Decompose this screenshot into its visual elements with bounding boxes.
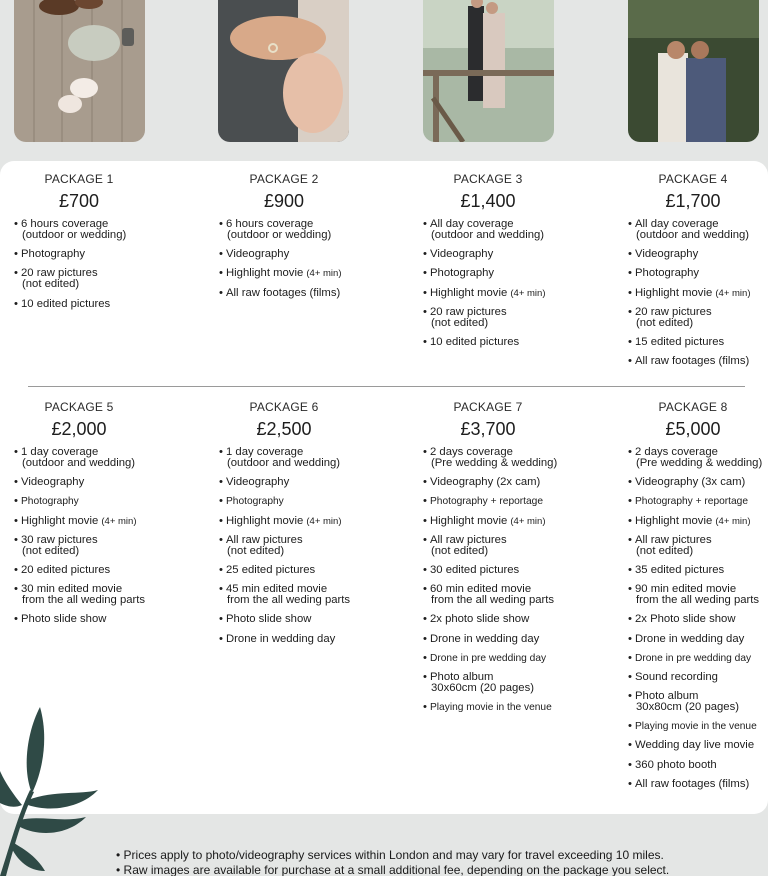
feature-list (14, 447, 164, 625)
feature-item (423, 288, 573, 299)
feature-list (628, 447, 768, 790)
feature-text: Highlight movie (635, 514, 713, 527)
feature-item (628, 516, 768, 527)
feature-item (628, 584, 768, 606)
feature-text: 30 min edited movie (21, 583, 123, 596)
package-price: £5,000 (665, 419, 721, 439)
package-column (219, 400, 369, 653)
feature-subtext: from the all weding parts (431, 594, 555, 607)
feature-item (14, 249, 164, 260)
feature-item (423, 477, 573, 488)
feature-item (423, 535, 573, 557)
feature-text: Drone in wedding day (635, 632, 745, 645)
feature-text: All day coverage (430, 218, 514, 230)
feature-text: 15 edited pictures (635, 335, 725, 348)
feature-text: Photo slide show (21, 613, 107, 626)
feature-item (628, 337, 768, 348)
feature-text: Highlight movie (226, 267, 304, 280)
feature-item (423, 516, 573, 527)
feature-subtext: (not edited) (227, 544, 285, 557)
package-column (628, 172, 768, 375)
package-name: PACKAGE 8 (658, 400, 728, 414)
feature-text: 45 min edited movie (226, 583, 328, 596)
feature-item (423, 653, 573, 664)
feature-list (14, 219, 164, 310)
feature-text: Videography (430, 248, 494, 261)
feature-subtext: (not edited) (22, 544, 80, 557)
feature-item (219, 288, 369, 299)
feature-item (14, 447, 164, 469)
feature-text: Highlight movie (21, 514, 99, 527)
feature-item (219, 477, 369, 488)
package-price: £2,500 (256, 419, 312, 439)
feature-text: Photography (635, 267, 700, 280)
feature-text: 6 hours coverage (226, 218, 314, 230)
feature-subtext: from the all weding parts (636, 594, 760, 607)
package-price: £900 (263, 191, 305, 211)
feature-item (628, 535, 768, 557)
feature-subtext: (outdoor and wedding) (22, 457, 136, 469)
hands-photo (218, 0, 349, 142)
feature-item (423, 672, 573, 694)
package-column (628, 400, 768, 798)
feature-subtext: (Pre wedding & wedding) (636, 457, 763, 469)
feature-text: 90 min edited movie (635, 583, 737, 596)
feature-text: Photography (21, 248, 86, 261)
feature-item (14, 496, 164, 507)
feature-item (628, 249, 768, 260)
feature-subtext: (outdoor and wedding) (227, 457, 341, 469)
feature-text: 30 edited pictures (430, 563, 520, 576)
feature-item (219, 268, 369, 279)
feature-item (219, 565, 369, 576)
package-name: PACKAGE 4 (658, 172, 728, 186)
package-column (423, 400, 573, 721)
feature-item (423, 584, 573, 606)
feature-text: Drone in wedding day (430, 632, 540, 645)
feature-text: 10 edited pictures (21, 297, 111, 310)
row-divider (28, 386, 745, 387)
feature-text: 2x Photo slide show (635, 613, 736, 626)
feature-text: Drone in wedding day (226, 632, 336, 645)
feature-text: All raw pictures (430, 533, 507, 546)
feature-item (628, 721, 768, 732)
feature-text: 2 days coverage (635, 446, 718, 458)
footnote-2: • Raw images are available for purchase at a small additional fee, depending on the package you select. (116, 863, 670, 876)
package-price: £3,700 (460, 419, 516, 439)
feature-item (423, 496, 573, 507)
feature-text: 20 raw pictures (21, 267, 98, 280)
feature-note: (4+ min) (510, 515, 546, 527)
feature-text: Photography (430, 267, 495, 280)
package-column (14, 400, 164, 634)
feature-text: Highlight movie (635, 286, 713, 299)
feature-item (628, 219, 768, 241)
feature-text: All raw footages (films) (226, 286, 341, 299)
feature-list (423, 219, 573, 348)
feature-item (628, 496, 768, 507)
feature-text: Photo album (430, 670, 494, 683)
footnotes (116, 848, 669, 876)
feature-item (219, 249, 369, 260)
feature-note: (4+ min) (306, 515, 342, 527)
package-name: PACKAGE 1 (44, 172, 114, 186)
feature-note: (4+ min) (715, 287, 751, 299)
feature-item (219, 584, 369, 606)
feature-item (219, 535, 369, 557)
feature-item (14, 614, 164, 625)
package-name: PACKAGE 3 (453, 172, 523, 186)
feature-item (14, 219, 164, 241)
feature-item (628, 614, 768, 625)
feature-subtext: from the all weding parts (227, 594, 351, 607)
feature-text: All raw footages (films) (635, 777, 750, 790)
feature-item (628, 447, 768, 469)
package-name: PACKAGE 2 (249, 172, 319, 186)
feature-note: (4+ min) (510, 287, 546, 299)
feature-subtext: (outdoor and wedding) (636, 229, 750, 241)
feature-text: Highlight movie (430, 514, 508, 527)
feature-item (14, 584, 164, 606)
feature-item (219, 634, 369, 645)
feature-text: Photo slide show (226, 613, 312, 626)
footnote-1: • Prices apply to photo/videography services within London and may vary for travel exceeding 10 miles. (116, 848, 664, 862)
feature-text: Highlight movie (226, 514, 304, 527)
feature-text: Photography (226, 496, 284, 508)
package-price: £1,700 (665, 191, 721, 211)
feature-list (219, 447, 369, 645)
feature-note: (4+ min) (101, 515, 137, 527)
feature-text: 35 edited pictures (635, 563, 725, 576)
feature-text: 30 raw pictures (21, 533, 98, 546)
feature-text: Drone in pre wedding day (430, 652, 547, 664)
photo-strip (0, 0, 768, 160)
feature-item (628, 740, 768, 751)
feature-item (628, 779, 768, 790)
feature-text: Videography (21, 476, 85, 489)
feature-subtext: (not edited) (636, 316, 694, 329)
feature-text: Videography (635, 248, 699, 261)
feature-text: Photo album (635, 690, 699, 703)
feature-item (219, 496, 369, 507)
feature-item (423, 219, 573, 241)
package-name: PACKAGE 6 (249, 400, 319, 414)
feature-text: 10 edited pictures (430, 335, 520, 348)
package-column (423, 172, 573, 356)
feature-text: Highlight movie (430, 286, 508, 299)
feature-item (423, 268, 573, 279)
feature-text: Drone in pre wedding day (635, 652, 752, 664)
feature-subtext: (not edited) (22, 278, 80, 291)
feature-item (423, 447, 573, 469)
feature-text: Wedding day live movie (635, 739, 755, 752)
feature-subtext: 30x60cm (20 pages) (431, 681, 534, 694)
feature-text: 20 raw pictures (430, 305, 507, 318)
feature-item (628, 307, 768, 329)
feature-subtext: from the all weding parts (22, 594, 146, 607)
packages-card (0, 161, 768, 814)
feature-text: Videography (226, 476, 290, 489)
leaf-decoration (0, 695, 100, 876)
feature-list (219, 219, 369, 299)
feature-text: Sound recording (635, 670, 718, 683)
feature-subtext: (outdoor or wedding) (22, 229, 127, 241)
feature-item (219, 219, 369, 241)
feature-item (219, 516, 369, 527)
feature-subtext: (not edited) (636, 544, 694, 557)
shoes-image (14, 0, 145, 142)
package-price: £2,000 (51, 419, 107, 439)
feature-text: All raw footages (films) (635, 355, 750, 368)
feature-text: 2 days coverage (430, 446, 513, 458)
feature-item (14, 299, 164, 310)
feature-subtext: (not edited) (431, 316, 489, 329)
feature-item (423, 614, 573, 625)
package-column (219, 172, 369, 307)
feature-text: All raw pictures (635, 533, 712, 546)
feature-text: 60 min edited movie (430, 583, 532, 596)
feature-item (628, 760, 768, 771)
feature-text: 2x photo slide show (430, 613, 530, 626)
feature-item (423, 249, 573, 260)
feature-text: 20 edited pictures (21, 563, 111, 576)
feature-text: Videography (3x cam) (635, 476, 746, 489)
feature-subtext: (outdoor or wedding) (227, 229, 332, 241)
feature-item (628, 268, 768, 279)
couple-bridge-image (423, 0, 554, 142)
feature-text: 1 day coverage (226, 446, 304, 458)
feature-text: Photography + reportage (430, 496, 543, 508)
feature-list (423, 447, 573, 713)
package-column (14, 172, 164, 318)
feature-subtext: (Pre wedding & wedding) (431, 457, 558, 469)
feature-item (14, 535, 164, 557)
feature-text: 25 edited pictures (226, 563, 316, 576)
feature-item (14, 268, 164, 290)
feature-text: Photography + reportage (635, 496, 748, 508)
feature-item (628, 653, 768, 664)
feature-text: Photography (21, 496, 79, 508)
feature-note: (4+ min) (306, 268, 342, 280)
feature-item (423, 702, 573, 713)
feature-text: Playing movie in the venue (635, 721, 757, 733)
feature-subtext: (not edited) (431, 544, 489, 557)
feature-item (14, 565, 164, 576)
feature-text: All raw pictures (226, 533, 303, 546)
hands-image (218, 0, 349, 142)
package-name: PACKAGE 5 (44, 400, 114, 414)
package-price: £1,400 (460, 191, 516, 211)
feature-item (628, 672, 768, 683)
feature-subtext: (outdoor and wedding) (431, 229, 545, 241)
feature-item (423, 634, 573, 645)
feature-item (14, 516, 164, 527)
couple-bridge-photo (423, 0, 554, 142)
feature-text: 360 photo booth (635, 758, 717, 771)
feature-text: Videography (226, 248, 290, 261)
feature-item (628, 288, 768, 299)
feature-item (219, 614, 369, 625)
feature-item (628, 565, 768, 576)
feature-subtext: 30x80cm (20 pages) (636, 701, 739, 714)
feature-text: 1 day coverage (21, 446, 99, 458)
feature-item (219, 447, 369, 469)
feature-text: Videography (2x cam) (430, 476, 541, 489)
feature-text: Playing movie in the venue (430, 702, 552, 714)
feature-list (628, 219, 768, 367)
feature-item (423, 565, 573, 576)
feature-item (628, 356, 768, 367)
feature-note: (4+ min) (715, 515, 751, 527)
shoes-photo (14, 0, 145, 142)
couple-forest-photo (628, 0, 759, 142)
feature-item (423, 337, 573, 348)
feature-text: All day coverage (635, 218, 719, 230)
couple-forest-image (628, 0, 759, 142)
feature-item (628, 477, 768, 488)
package-name: PACKAGE 7 (453, 400, 523, 414)
feature-text: 20 raw pictures (635, 305, 712, 318)
feature-text: 6 hours coverage (21, 218, 109, 230)
feature-item (423, 307, 573, 329)
feature-item (628, 634, 768, 645)
feature-item (14, 477, 164, 488)
package-price: £700 (58, 191, 100, 211)
feature-item (628, 691, 768, 713)
